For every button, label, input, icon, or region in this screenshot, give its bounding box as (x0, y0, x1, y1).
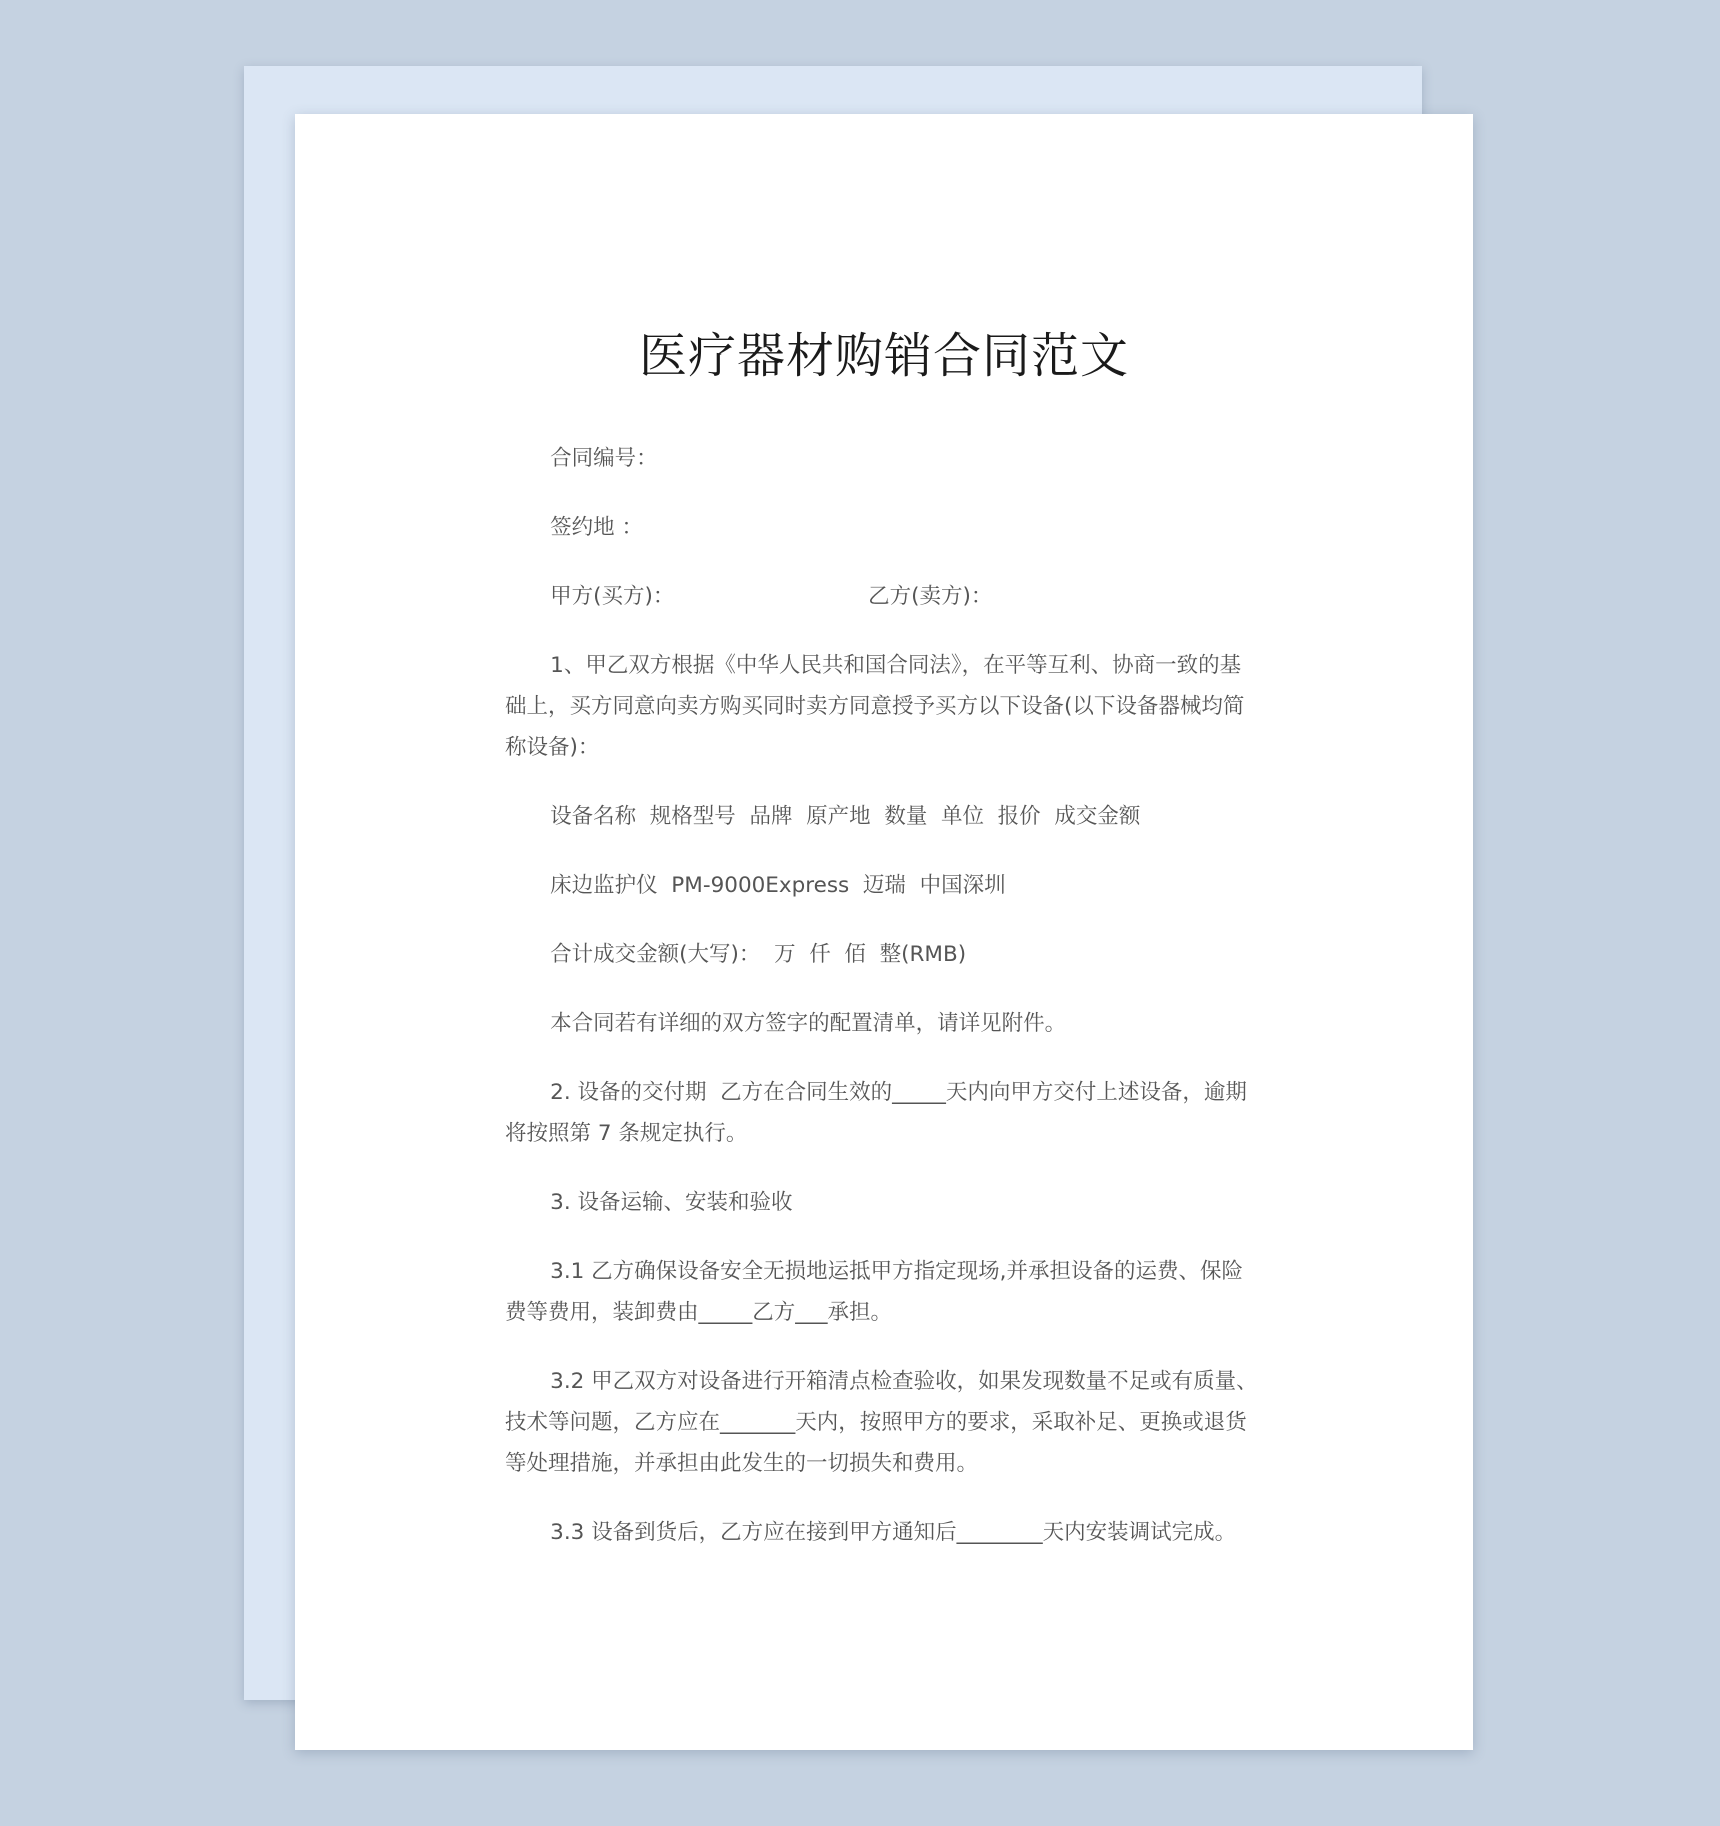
sign-place-field: 签约地 ： (550, 515, 643, 540)
total-amount-line: 合计成交金额(大写)： 万 仟 佰 整(RMB) (550, 942, 967, 967)
document-title: 医疗器材购销合同范文 (638, 328, 1129, 384)
clause-2-paragraph: 2. 设备的交付期 乙方在合同生效的_____天内向甲方交付上述设备，逾期将按照第 7 条规定执行。 (505, 1080, 1247, 1146)
front-page-sheet (295, 114, 1473, 1750)
document-body (505, 438, 1261, 1581)
clause-3-1-paragraph: 3.1 乙方确保设备安全无损地运抵甲方指定现场,并承担设备的运费、保险费等费用，装卸费由_____乙方___承担。 (505, 1259, 1244, 1325)
equipment-table-row: 床边监护仪 PM-9000Express 迈瑞 中国深圳 (550, 873, 1006, 898)
parties-line (505, 576, 1261, 617)
attachment-note: 本合同若有详细的双方签字的配置清单，请详见附件。 (550, 1011, 1067, 1036)
clause-3-heading: 3. 设备运输、安装和验收 (550, 1190, 793, 1215)
party-a-field: 甲方(买方)： (550, 584, 675, 609)
clause-1-paragraph: 1、甲乙双方根据《中华人民共和国合同法》，在平等互利、协商一致的基础上，买方同意向卖方购买同时卖方同意授予买方以下设备(以下设备器械均简称设备)： (505, 653, 1245, 760)
clause-3-2-paragraph: 3.2 甲乙双方对设备进行开箱清点检查验收，如果发现数量不足或有质量、技术等问题，乙方应在_______天内，按照甲方的要求，采取补足、更换或退货等处理措施，并承担由此发生的一切损失和费用。 (505, 1369, 1258, 1476)
equipment-table-header: 设备名称 规格型号 品牌 原产地 数量 单位 报价 成交金额 (550, 804, 1141, 829)
clause-3-3-paragraph: 3.3 设备到货后，乙方应在接到甲方通知后________天内安装调试完成。 (550, 1520, 1237, 1545)
contract-number-field: 合同编号： (550, 446, 658, 471)
party-b-field: 乙方(卖方)： (868, 584, 993, 609)
